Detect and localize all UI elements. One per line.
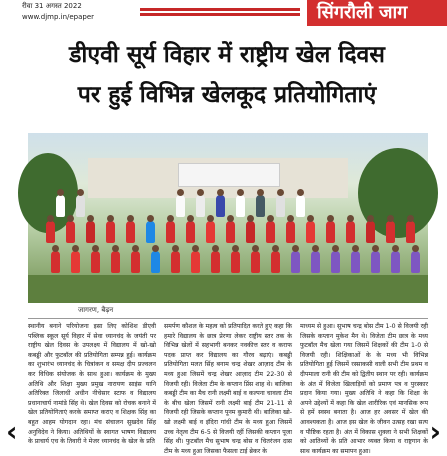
dateline: जागरण, बैढ़न	[78, 306, 114, 314]
event-banner	[178, 163, 280, 187]
body-column-2: समर्पण कौशल के महत्व को प्रतिपादित करते हुए कहा कि हमारे विद्यालय के छात्र प्रेरणा लेकर राष्ट्रीय स्तर तक के विभिन्न खेलों में सहभागी बनकर नवकीत्त स्तर व कराफ पदक प्राप्त कर विद्यालय का गौरव बढ़ाएं। कबड्डी प्रतियोगिता मलत सिंह बनाम चन्द्र शेखर आज़ाद टीम के मध्य हुआ जिसमें चन्द्र शेखर आज़ाद टीम 22-30 से विजयी रही। विजेता टीम के कप्तान प्रिंस शाह थे। बालिका कबड्डी टीम का मैच रानी लक्ष्मी बाई व कल्पना चावला टीम के बीच खेला जिसमें रानी लक्ष्मी बाई टीम 21-11 से विजयी रही जिसके कप्तान पूनम कुमारी थी। बालिका खो-खो लक्ष्मी बाई व इंदिरा गांधी टीम के मध्य हुआ जिसमें उच्च नेतृत्व टीम 6-5 से विजयी रहीं जिसकी कप्तान पूजा सिंह थी। फुटबॉल मैच सुभाष चन्द्र बोस व चितरंजन दास टीम के मध्य हुआ जिसका फैसला टाई ब्रेकर के	[164, 323, 292, 455]
masthead-info	[22, 2, 132, 24]
group-photo	[28, 133, 428, 303]
epaper-url[interactable]: www.djmp.in/epaper	[22, 13, 95, 21]
photo-caption	[28, 306, 428, 319]
article-body	[28, 322, 428, 455]
masthead	[0, 0, 447, 26]
article-headline	[26, 35, 428, 121]
body-column-3: माध्यम से हुआ। सुभाष चन्द्र बोस टीम 1-0 से विजयी रही जिसके कप्तान मुकेश मैन थे। विजेता टीम छात्र के मध्य फुटबॉल मैच खेला गया जिसमें शिक्षकों की टीम 1-0 से विजयी रही। शिक्षिकाओं के के मध्य भी विभिन्न प्रतियोगिता हुई जिसमें रस्साकसी वाली सभी टीम प्रथम व दीपमाला रानी की टीम को द्वितीय स्थान पर रही। कार्यक्रम के अंत में विजेता खिलाड़ियों को प्रमाण पत्र व पुरस्कार प्रदान किया गया। मुख्य अतिथि ने कहा कि शिक्षा के अपने उद्देश्यों में कहा कि खेल शारीरिक एवं मानसिक रूप से हमें स्वस्थ बनाता है। आज हर अवसर में खेल की आवश्यकता है। आज इस खेल के जीवन उत्सह रखा सत्य व पौष्टिक रहता है। अंत में विकास शुक्ला ने सभी शिक्षकों को आतिथ्यों के प्रति आभार व्यक्त किया व राष्ट्रगान के साथ कार्यक्रम का समापन हुआ।	[300, 323, 428, 455]
section-title: सिंगरौली जाग	[307, 0, 447, 26]
headline-line-2: पर हुई विभिन्न खेलकूद प्रतियोगिताएं	[77, 82, 377, 108]
chevron-right-icon[interactable]: ›	[429, 415, 441, 448]
headline-line-1: डीएवी सूर्य विहार में राष्ट्रीय खेल दिवस	[69, 42, 385, 68]
masthead-rule	[140, 8, 300, 18]
chevron-left-icon[interactable]: ‹	[6, 415, 18, 448]
edition-date: रीवा 31 अगस्त 2022	[22, 2, 82, 10]
body-column-1: स्थानीय बनाने परियोजना इसा लिए कोशिश डीएवी पब्लिक स्कूल सूर्य विहार में सेवा ध्यानचंद के जयंती पर राष्ट्रीय खेल दिवस के उपलक्ष्य में विद्यालय में खो-खो कबड्डी और फुटबॉल की प्रतियोगिता सम्पन्न हुई। कार्यक्रम का शुभारंभ ध्यानचंद के चित्रांकन व समक्ष दीप प्रज्वलन कर विधिक संयोजक के साथ हुआ। कार्यक्रम के मुख्य अतिथि और शिक्षा मुख्य प्रमुख नारायण साइंस यानि अतिरिक्त जिलाधी अधीन नीचेसार स्टाफ व विद्यालय प्रधानाचार्य नामांडे सिंह थे। खेल दिवस को रोचक बनाने में खेल प्रतियोगिताएं करके समाप्त कराए व शिक्षक सिंह का बहुत आहम योगदान रहा। मंच संचालन सुखदेव सिंह अनुविदेव ने किया। अतिथियों के स्वागत भाषण विद्यालय के प्राचार्य एच के तिवारी ने मेजर ध्यानचंद के खेल के प्रति	[28, 323, 156, 446]
news-article	[20, 29, 436, 455]
